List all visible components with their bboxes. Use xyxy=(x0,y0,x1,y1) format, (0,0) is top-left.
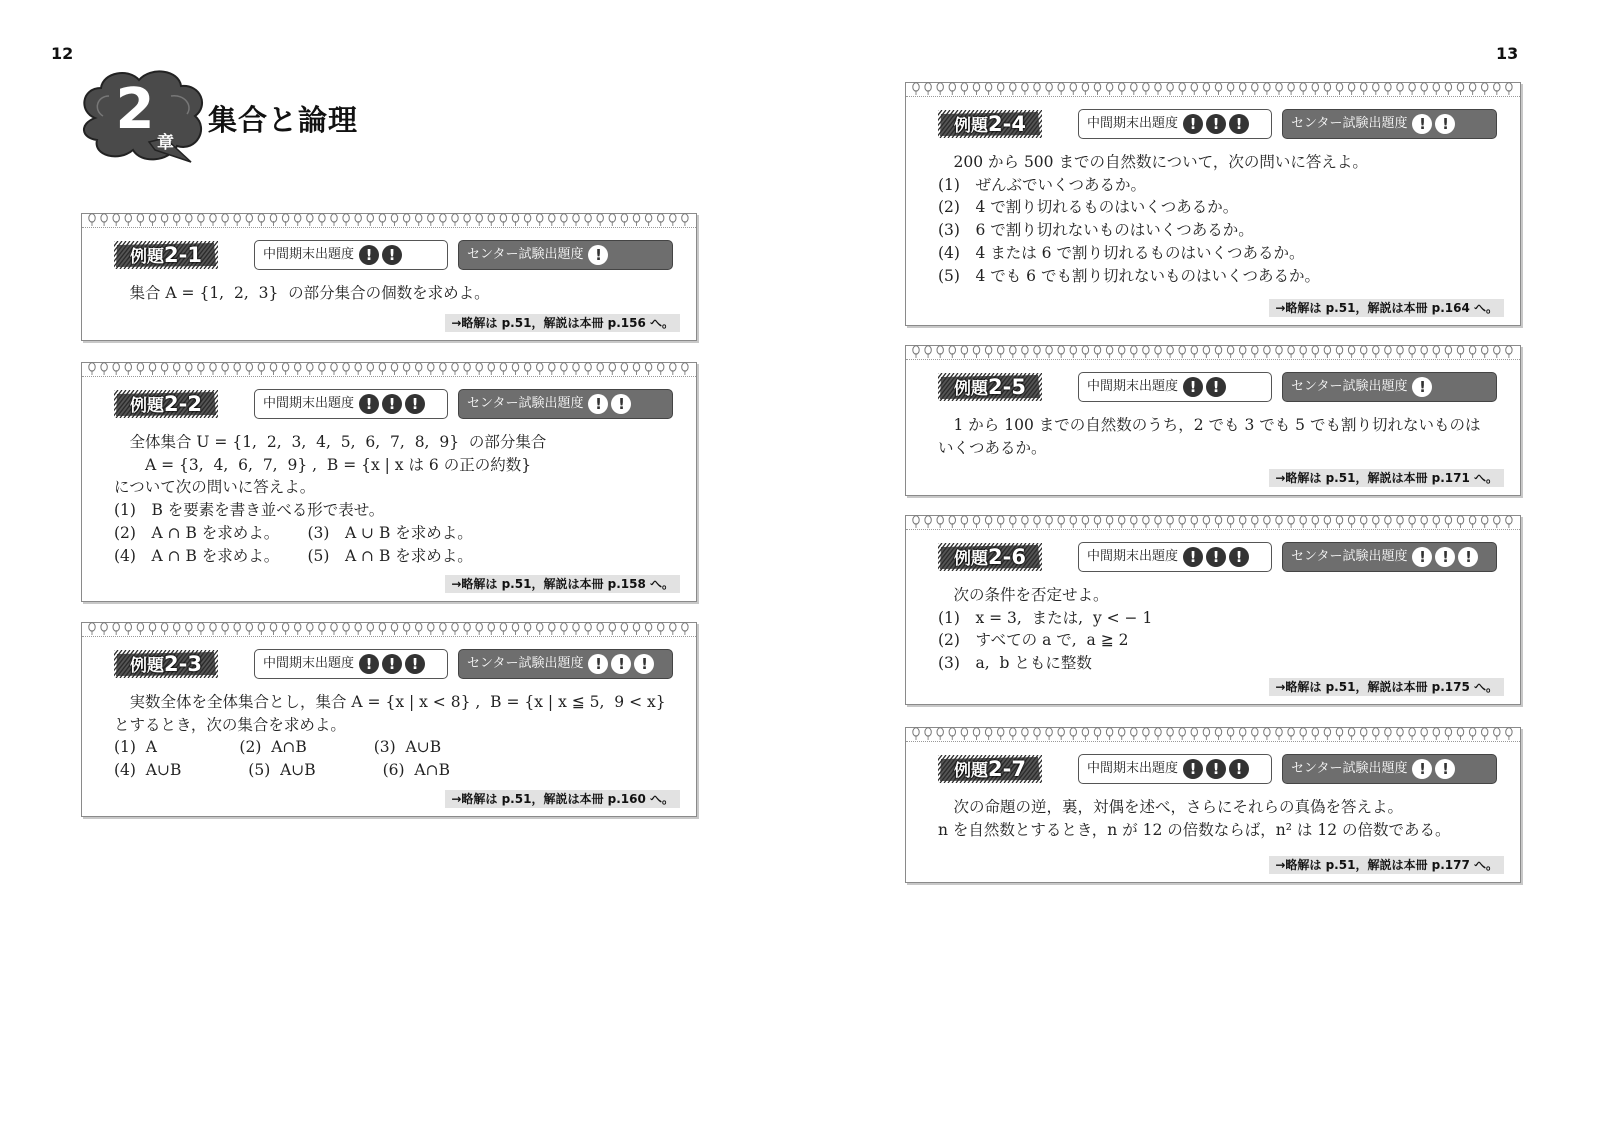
center-exam-frequency-box xyxy=(1282,542,1497,572)
example-prefix: 例題 xyxy=(130,656,165,676)
difficulty-marks xyxy=(1412,543,1481,570)
binder-rings xyxy=(88,213,690,227)
center-exam-frequency-box xyxy=(458,389,673,419)
binder-rings-icon xyxy=(912,515,1514,529)
exclamation-icon: ! xyxy=(588,394,608,414)
binder-rings-icon xyxy=(88,362,690,376)
ring-divider xyxy=(82,636,696,637)
example-prefix: 例題 xyxy=(954,549,989,569)
exclamation-icon: ! xyxy=(1229,759,1249,779)
example-number: 2-7 xyxy=(988,757,1026,781)
exclamation-icon: ! xyxy=(382,245,402,265)
example-prefix: 例題 xyxy=(954,379,989,399)
page-number-left: 12 xyxy=(51,44,74,63)
example-number: 2-5 xyxy=(988,375,1026,399)
midterm-frequency-box xyxy=(254,389,448,419)
example-header xyxy=(938,372,1504,402)
problem-line: 200 から 500 までの自然数について，次の問いに答えよ。 xyxy=(938,153,1368,171)
binder-rings-icon xyxy=(912,727,1514,741)
example-prefix: 例題 xyxy=(954,116,989,136)
ring-divider xyxy=(906,529,1520,530)
center-exam-frequency-label: センター試験出題度 xyxy=(1291,549,1408,564)
binder-rings-icon xyxy=(912,82,1514,96)
example-header xyxy=(938,109,1504,139)
example-label xyxy=(938,110,1042,138)
problem-line: 集合 A = {1, 2, 3} の部分集合の個数を求めよ。 xyxy=(114,284,490,302)
binder-rings xyxy=(912,727,1514,741)
ring-divider xyxy=(906,359,1520,360)
problem-line: (5) 4 でも 6 でも割り切れないものはいくつあるか。 xyxy=(938,266,1320,285)
chapter-title: 集合と論理 xyxy=(208,103,359,137)
midterm-frequency-label: 中間期末出題度 xyxy=(1087,379,1179,394)
problem-line: 実数全体を全体集合とし，集合 A = {x | x < 8} , B = {x | x ≦ 5, 9 < x} xyxy=(114,693,666,711)
exclamation-icon: ! xyxy=(405,654,425,674)
example-label xyxy=(938,543,1042,571)
problem-line: 1 から 100 までの自然数のうち，2 でも 3 でも 5 でも割り切れないものは xyxy=(938,416,1481,434)
binder-rings-icon xyxy=(88,213,690,227)
center-exam-frequency-label: センター試験出題度 xyxy=(467,247,584,262)
binder-rings xyxy=(88,622,690,636)
exclamation-icon: ! xyxy=(1206,377,1226,397)
exclamation-icon: ! xyxy=(1412,547,1432,567)
difficulty-marks xyxy=(588,650,657,677)
center-exam-frequency-label: センター試験出題度 xyxy=(1291,761,1408,776)
example-number: 2-1 xyxy=(164,243,202,267)
example-label-text xyxy=(114,650,218,678)
example-number: 2-2 xyxy=(164,392,202,416)
example-number: 2-4 xyxy=(988,112,1026,136)
difficulty-marks xyxy=(1412,373,1435,400)
difficulty-marks xyxy=(1412,755,1458,782)
problem-body xyxy=(938,796,1504,841)
center-exam-frequency-label: センター試験出題度 xyxy=(467,656,584,671)
problem-body xyxy=(114,282,680,305)
center-exam-frequency-box xyxy=(1282,109,1497,139)
problem-line: (1) B を要素を書き並べる形で表せ。 xyxy=(114,501,385,520)
example-card xyxy=(81,622,697,817)
problem-line: n を自然数とするとき，n が 12 の倍数ならば，n² は 12 の倍数である。 xyxy=(938,820,1451,839)
problem-line: (3) a, b ともに整数 xyxy=(938,654,1092,673)
center-exam-frequency-box xyxy=(1282,754,1497,784)
exclamation-icon: ! xyxy=(359,654,379,674)
example-label xyxy=(114,241,218,269)
solution-reference: →略解は p.51，解説は本冊 p.177 へ。 xyxy=(1269,856,1504,874)
exclamation-icon: ! xyxy=(1412,114,1432,134)
example-label-text xyxy=(938,373,1042,401)
example-card xyxy=(81,213,697,341)
exclamation-icon: ! xyxy=(405,394,425,414)
example-header xyxy=(938,542,1504,572)
example-label xyxy=(114,650,218,678)
example-card xyxy=(905,82,1521,326)
problem-body xyxy=(938,584,1504,675)
problem-body xyxy=(938,151,1504,287)
midterm-frequency-label: 中間期末出題度 xyxy=(263,656,355,671)
ring-divider xyxy=(906,741,1520,742)
example-card xyxy=(81,362,697,602)
problem-line: (2) 4 で割り切れるものはいくつあるか。 xyxy=(938,198,1239,217)
exclamation-icon: ! xyxy=(1435,547,1455,567)
example-label xyxy=(114,390,218,418)
exclamation-icon: ! xyxy=(634,654,654,674)
example-label-text xyxy=(938,755,1042,783)
solution-reference: →略解は p.51，解説は本冊 p.156 へ。 xyxy=(445,314,680,332)
chapter-suffix: 章 xyxy=(157,133,174,153)
problem-line: (2) すべての a で, a ≧ 2 xyxy=(938,631,1129,650)
example-label-text xyxy=(938,543,1042,571)
example-number: 2-3 xyxy=(164,652,202,676)
problem-body xyxy=(114,691,680,782)
binder-rings xyxy=(912,515,1514,529)
exclamation-icon: ! xyxy=(1206,114,1226,134)
exclamation-icon: ! xyxy=(1183,377,1203,397)
problem-body xyxy=(938,414,1504,459)
midterm-frequency-box xyxy=(1078,754,1272,784)
example-card xyxy=(905,345,1521,496)
example-prefix: 例題 xyxy=(130,247,165,267)
exclamation-icon: ! xyxy=(382,654,402,674)
ring-divider xyxy=(82,376,696,377)
ring-divider xyxy=(82,227,696,228)
exclamation-icon: ! xyxy=(1183,547,1203,567)
exclamation-icon: ! xyxy=(382,394,402,414)
exclamation-icon: ! xyxy=(1412,759,1432,779)
solution-reference: →略解は p.51，解説は本冊 p.175 へ。 xyxy=(1269,678,1504,696)
exclamation-icon: ! xyxy=(1206,759,1226,779)
difficulty-marks xyxy=(588,241,611,268)
exclamation-icon: ! xyxy=(1435,759,1455,779)
problem-line: (4) A ∩ B を求めよ。 (5) A ∩ B を求めよ。 xyxy=(114,546,473,565)
example-label xyxy=(938,373,1042,401)
problem-line: (3) 6 で割り切れないものはいくつあるか。 xyxy=(938,221,1254,240)
binder-rings xyxy=(912,82,1514,96)
exclamation-icon: ! xyxy=(1458,547,1478,567)
chapter-badge xyxy=(75,66,215,166)
exclamation-icon: ! xyxy=(1183,114,1203,134)
example-header xyxy=(114,649,680,679)
exclamation-icon: ! xyxy=(588,245,608,265)
center-exam-frequency-box xyxy=(458,240,673,270)
difficulty-marks xyxy=(359,241,405,268)
problem-line: (1) x = 3, または, y < − 1 xyxy=(938,608,1153,627)
problem-line: 全体集合 U = {1, 2, 3, 4, 5, 6, 7, 8, 9} の部分集合 xyxy=(114,433,547,451)
problem-line: (1) A (2) A∩B (3) A∪B xyxy=(114,738,442,757)
center-exam-frequency-label: センター試験出題度 xyxy=(1291,379,1408,394)
problem-line: (2) A ∩ B を求めよ。 (3) A ∪ B を求めよ。 xyxy=(114,523,473,542)
example-label-text xyxy=(114,390,218,418)
example-prefix: 例題 xyxy=(130,396,165,416)
midterm-frequency-box xyxy=(1078,372,1272,402)
page-number-right: 13 xyxy=(1496,44,1519,63)
exclamation-icon: ! xyxy=(1206,547,1226,567)
midterm-frequency-label: 中間期末出題度 xyxy=(263,396,355,411)
center-exam-frequency-box xyxy=(1282,372,1497,402)
exclamation-icon: ! xyxy=(1183,759,1203,779)
problem-line: (1) ぜんぶでいくつあるか。 xyxy=(938,175,1146,194)
problem-line: (4) 4 または 6 で割り切れるものはいくつあるか。 xyxy=(938,243,1305,262)
midterm-frequency-label: 中間期末出題度 xyxy=(1087,549,1179,564)
problem-line: とするとき，次の集合を求めよ。 xyxy=(114,715,346,734)
ring-divider xyxy=(906,96,1520,97)
exclamation-icon: ! xyxy=(1435,114,1455,134)
example-number: 2-6 xyxy=(988,545,1026,569)
exclamation-icon: ! xyxy=(1229,547,1249,567)
difficulty-marks xyxy=(588,390,634,417)
example-header xyxy=(938,754,1504,784)
midterm-frequency-box xyxy=(254,649,448,679)
problem-line: A = {3, 4, 6, 7, 9} , B = {x | x は 6 の正の約数} xyxy=(114,455,532,474)
solution-reference: →略解は p.51，解説は本冊 p.171 へ。 xyxy=(1269,469,1504,487)
binder-rings xyxy=(912,345,1514,359)
exclamation-icon: ! xyxy=(359,394,379,414)
binder-rings-icon xyxy=(912,345,1514,359)
exclamation-icon: ! xyxy=(1412,377,1432,397)
problem-line: 次の条件を否定せよ。 xyxy=(938,586,1109,604)
problem-line: について次の問いに答えよ。 xyxy=(114,478,316,497)
difficulty-marks xyxy=(1183,110,1252,137)
problem-line: いくつあるか。 xyxy=(938,438,1047,457)
solution-reference: →略解は p.51，解説は本冊 p.160 へ。 xyxy=(445,790,680,808)
exclamation-icon: ! xyxy=(588,654,608,674)
exclamation-icon: ! xyxy=(359,245,379,265)
example-label-text xyxy=(938,110,1042,138)
chapter-number: 2 xyxy=(115,77,155,142)
difficulty-marks xyxy=(359,650,428,677)
exclamation-icon: ! xyxy=(611,654,631,674)
solution-reference: →略解は p.51，解説は本冊 p.164 へ。 xyxy=(1269,299,1504,317)
example-header xyxy=(114,240,680,270)
problem-line: (4) A∪B (5) A∪B (6) A∩B xyxy=(114,761,450,780)
midterm-frequency-label: 中間期末出題度 xyxy=(263,247,355,262)
midterm-frequency-box xyxy=(1078,542,1272,572)
example-prefix: 例題 xyxy=(954,761,989,781)
binder-rings xyxy=(88,362,690,376)
difficulty-marks xyxy=(359,390,428,417)
binder-rings-icon xyxy=(88,622,690,636)
example-card xyxy=(905,727,1521,883)
midterm-frequency-label: 中間期末出題度 xyxy=(1087,116,1179,131)
difficulty-marks xyxy=(1183,755,1252,782)
midterm-frequency-box xyxy=(1078,109,1272,139)
example-label-text xyxy=(114,241,218,269)
difficulty-marks xyxy=(1183,373,1229,400)
example-card xyxy=(905,515,1521,705)
problem-line: 次の命題の逆，裏，対偶を述べ，さらにそれらの真偽を答えよ。 xyxy=(938,798,1404,816)
problem-body xyxy=(114,431,680,567)
difficulty-marks xyxy=(1183,543,1252,570)
center-exam-frequency-box xyxy=(458,649,673,679)
example-header xyxy=(114,389,680,419)
center-exam-frequency-label: センター試験出題度 xyxy=(467,396,584,411)
difficulty-marks xyxy=(1412,110,1458,137)
exclamation-icon: ! xyxy=(611,394,631,414)
midterm-frequency-box xyxy=(254,240,448,270)
midterm-frequency-label: 中間期末出題度 xyxy=(1087,761,1179,776)
solution-reference: →略解は p.51，解説は本冊 p.158 へ。 xyxy=(445,575,680,593)
center-exam-frequency-label: センター試験出題度 xyxy=(1291,116,1408,131)
exclamation-icon: ! xyxy=(1229,114,1249,134)
example-label xyxy=(938,755,1042,783)
